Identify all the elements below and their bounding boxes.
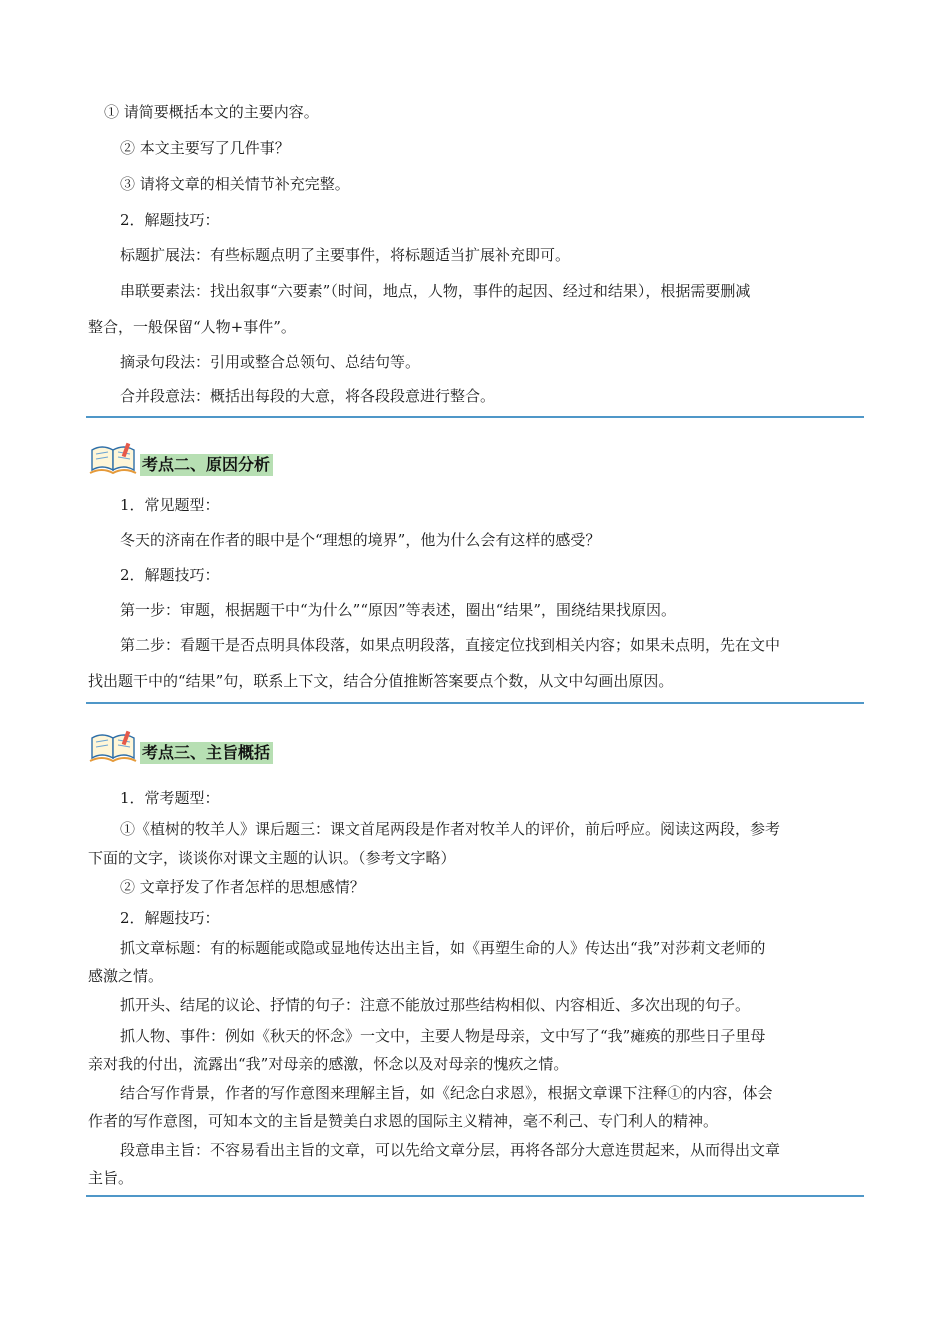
types-label: 1．常考题型： xyxy=(120,789,220,807)
tip-title: 抓文章标题：有的标题能或隐或显地传达出主旨，如《再塑生命的人》传达出“我”对莎莉文老师的 xyxy=(120,939,766,957)
open-book-icon xyxy=(88,728,140,768)
tip-opening-ending: 抓开头、结尾的议论、抒情的句子：注意不能放过那些结构相似、内容相近、多次出现的句子。 xyxy=(120,996,751,1014)
tip-title-expansion: 标题扩展法：有些标题点明了主要事件，将标题适当扩展补充即可。 xyxy=(120,246,571,264)
section-title: 考点三、主旨概括 xyxy=(140,742,273,764)
question-text: 冬天的济南在作者的眼中是个“理想的境界”，他为什么会有这样的感受？ xyxy=(120,531,601,549)
tip-excerpt: 摘录句段法：引用或整合总领句、总结句等。 xyxy=(120,353,421,371)
tip-paragraphs-cont: 主旨。 xyxy=(88,1169,134,1187)
tip-characters-cont: 亲对我的付出，流露出“我”对母亲的感激，怀念以及对母亲的愧疚之情。 xyxy=(88,1055,569,1073)
types-label: 1．常见题型： xyxy=(120,496,220,514)
question-item-2: ② 本文主要写了几件事？ xyxy=(120,139,290,157)
tips-label: 2．解题技巧： xyxy=(120,566,220,584)
tips-label: 2．解题技巧： xyxy=(120,211,220,229)
section-title: 考点二、原因分析 xyxy=(140,454,273,476)
section-heading xyxy=(88,440,488,480)
step-2: 第二步：看题干是否点明具体段落，如果点明段落，直接定位找到相关内容；如果未点明，先在文中 xyxy=(120,636,781,654)
section-divider xyxy=(86,416,864,418)
tip-paragraphs: 段意串主旨：不容易看出主旨的文章，可以先给文章分层，再将各部分大意连贯起来，从而得出文章 xyxy=(120,1141,781,1159)
tip-title-cont: 感激之情。 xyxy=(88,967,164,985)
question-item-3: ③ 请将文章的相关情节补充完整。 xyxy=(120,175,350,193)
tip-six-elements: 串联要素法：找出叙事“六要素”（时间，地点，人物，事件的起因、经过和结果），根据需要删减 xyxy=(120,282,751,300)
section-divider xyxy=(86,702,864,704)
question-1: ①《植树的牧羊人》课后题三：课文首尾两段是作者对牧羊人的评价，前后呼应。阅读这两段，参考 xyxy=(120,820,781,838)
tips-label: 2．解题技巧： xyxy=(120,909,220,927)
tip-characters: 抓人物、事件：例如《秋天的怀念》一文中，主要人物是母亲，文中写了“我”瘫痪的那些日子里母 xyxy=(120,1027,766,1045)
tip-background-cont: 作者的写作意图，可知本文的主旨是赞美白求恩的国际主义精神，毫不利己、专门利人的精神。 xyxy=(88,1112,719,1130)
question-item-1: ① 请简要概括本文的主要内容。 xyxy=(104,103,319,121)
tip-six-elements-cont: 整合，一般保留“人物+事件”。 xyxy=(88,318,296,336)
step-2-cont: 找出题干中的“结果”句，联系上下文，结合分值推断答案要点个数，从文中勾画出原因。 xyxy=(88,672,674,690)
step-1: 第一步：审题，根据题干中“为什么”“原因”等表述，圈出“结果”，围绕结果找原因。 xyxy=(120,601,677,619)
open-book-icon xyxy=(88,440,140,480)
section-heading xyxy=(88,728,488,768)
question-1-cont: 下面的文字，谈谈你对课文主题的认识。（参考文字略） xyxy=(88,849,456,867)
question-2: ② 文章抒发了作者怎样的思想感情？ xyxy=(120,878,365,896)
tip-merge: 合并段意法：概括出每段的大意，将各段段意进行整合。 xyxy=(120,387,496,405)
section-divider xyxy=(86,1195,864,1197)
tip-background: 结合写作背景，作者的写作意图来理解主旨，如《纪念白求恩》，根据文章课下注释①的内容，体会 xyxy=(120,1084,773,1102)
